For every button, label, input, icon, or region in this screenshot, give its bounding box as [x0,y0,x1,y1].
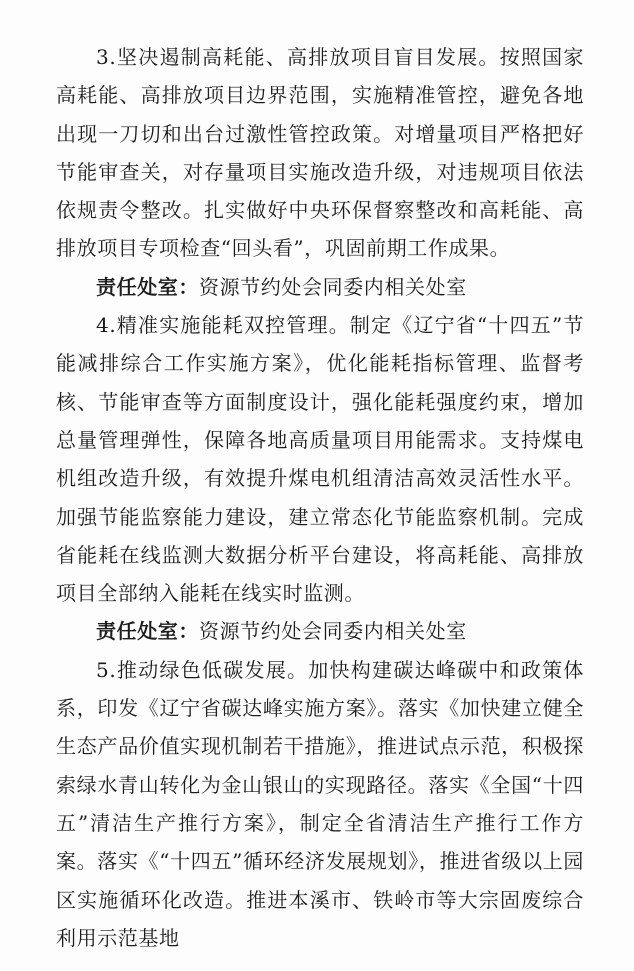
responsible-office-line [56,268,584,306]
paragraph-item-5: 5.推动绿色低碳发展。加快构建碳达峰碳中和政策体系，印发《辽宁省碳达峰实施方案》。落实《加快建立健全生态产品价值实现机制若干措施》，推进试点示范，积极探索绿水青山转化为金山银山的实现路径。落实《全国“十四五”清洁生产推行方案》，制定全省清洁生产推行工作方案。落实《“十四五”循环经济发展规划》，推进省级以上园区实施循环化改造。推进本溪市、铁岭市等大宗固废综合利用示范基地 [56,657,584,950]
document-body [56,38,584,957]
responsible-office-value: 资源节约处会同委内相关处室 [199,619,467,644]
paragraph-item-3: 3.坚决遏制高耗能、高排放项目盲目发展。按照国家高耗能、高排放项目边界范围，实施精准管控，避免各地出现一刀切和出台过激性管控政策。对增量项目严格把好节能审查关，对存量项目实施改造升级，对违规项目依法依规责令整改。扎实做好中央环保督察整改和高耗能、高排放项目专项检查“回头看”，巩固前期工作成果。 [56,45,584,261]
responsible-office-value: 资源节约处会同委内相关处室 [199,274,467,299]
responsible-office-label: 责任处室： [96,274,199,299]
responsible-office-line [56,612,584,650]
paragraph-item-4: 4.精准实施能耗双控管理。制定《辽宁省“十四五”节能减排综合工作实施方案》，优化能耗指标管理、监督考核、节能审查等方面制度设计，强化能耗强度约束，增加总量管理弹性，保障各地高质量项目用能需求。支持煤电机组改造升级，有效提升煤电机组清洁高效灵活性水平。加强节能监察能力建设，建立常态化节能监察机制。完成省能耗在线监测大数据分析平台建设，将高耗能、高排放项目全部纳入能耗在线实时监测。 [56,313,584,606]
responsible-office-label: 责任处室： [96,619,199,644]
